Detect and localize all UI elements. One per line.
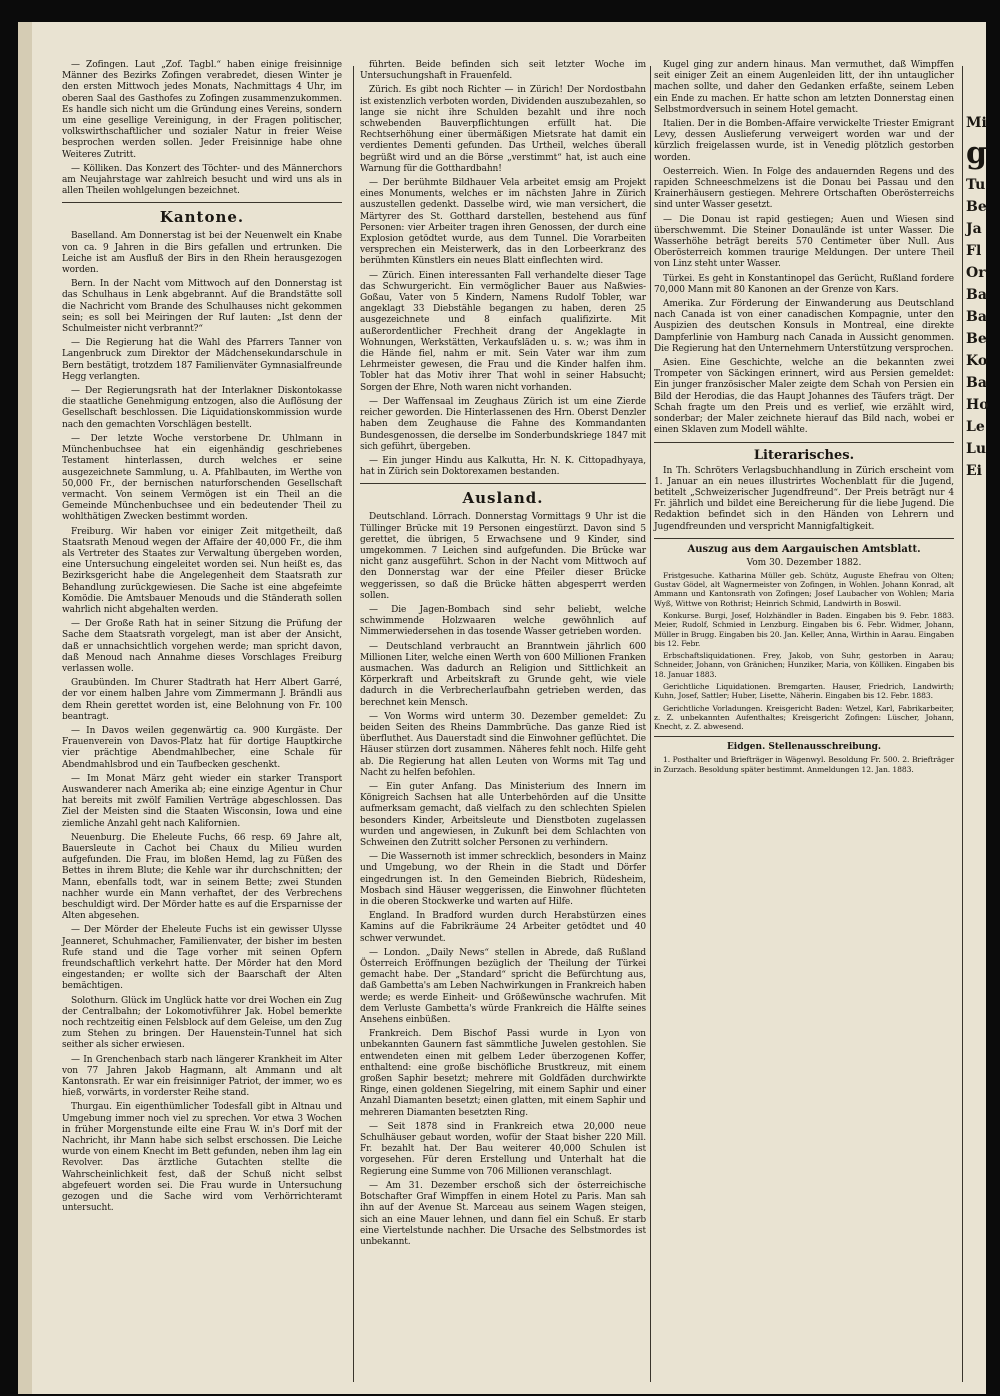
article-paragraph: Deutschland. Lörrach. Donnerstag Vormittags 9 Uhr ist die Tüllinger Brücke mit 19 Personen eingestürzt. Davon sind 5 gerettet, die übrigen, 5 Erwachsene und 9 Kinder, sind umgekommen. 7 Leichen sind aufgefunden. Die Brücke war nicht ganz ausgeführt. Schon in der Nacht vom Mittwoch auf den Donnerstag war der eine Pfeiler dieser Brücke weggerissen, so daß die Brücke hätten abgesperrt werden sollen. [360,512,646,601]
divider [654,442,954,443]
article-paragraph: — Kölliken. Das Konzert des Töchter- und des Männerchors am Neujahrstage war zahlreich besucht und wird uns als in allen Theilen wohlgelungen bezeichnet. [62,163,342,197]
section-heading-ausland: Ausland. [462,489,544,508]
article-paragraph: — In Grenchenbach starb nach längerer Krankheit im Alter von 77 Jahren Jakob Hagmann, alt Ammann und alt Kantonsrath. Er war ein freisinniger Patriot, der immer, wo es hieß, vorwärts, in vorderster Reihe stand. [62,1054,342,1099]
article-paragraph: — Der Große Rath hat in seiner Sitzung die Prüfung der Sache dem Staatsrath vorgelegt, man ist aber der Ansicht, daß er unnachsichtlich vorgehen werde; man spricht davon, daß Menoud nach Annahme dieses Vorschlages Freiburg verlassen wolle. [62,619,342,674]
article-paragraph: — Der letzte Woche verstorbene Dr. Uhlmann in Münchenbuchsee hat ein eigenhändig geschriebenes Testament hinterlassen, durch welches er seine ausgezeichnete Sammlung, u. A. Pfahlbauten, im Werthe von 50,000 Fr., der bernischen naturforschenden Gesellschaft vermacht. Von seinem Vermögen ist ein Theil an die Gemeinde Münchenbuchsee und ein bedeutender Theil zu wohlthätigen Zwecken bestimmt worden. [62,433,342,523]
newspaper-page [18,22,989,1394]
amtsblatt-title: Auszug aus dem Aargauischen Amtsblatt. [687,543,921,555]
amtsblatt-date: Vom 30. Dezember 1882. [746,557,862,568]
notice-paragraph: Fristgesuche. Katharina Müller geb. Schütz, Auguste Ehefrau von Olten; Gustav Gödel, alt Wagnermeister von Zofingen, in Wohlen. Johann Konrad, alt Ammann und Kantonsrath von Zofingen; Josef Laubacher von Wohlen; Maria Wyß, Wittwe von Rothrist; Heinrich Schmid, Landwirth in Boswil. [654,570,954,608]
column-one [62,60,342,1388]
article-paragraph: Frankreich. Dem Bischof Passi wurde in Lyon von unbekannten Gaunern fast sämmtliche Juwelen gestohlen. Sie entwendeten einen mit gelbem Leder überzogenen Koffer, enthaltend: eine große bischöfliche Brustkreuz, mit einem großen Saphir besetzt; mehrere mit Goldfäden durchwirkte Ringe, einen goldenen Siegelring, mit einem Saphir und einer Anzahl Diamanten besetzt; einen glatten, mit einem Saphir und mehreren Diamanten besetzten Ring. [360,1029,646,1118]
article-paragraph: Türkei. Es geht in Konstantinopel das Gerücht, Rußland fordere 70,000 Mann mit 80 Kanonen an der Grenze von Kars. [654,273,954,295]
fragment-text: Ba [966,375,987,391]
article-paragraph: — Seit 1878 sind in Frankreich etwa 20,000 neue Schulhäuser gebaut worden, wofür der Staat bisher 220 Mill. Fr. bezahlt hat. Der Bau weiterer 40,000 Schulen ist vorgesehen. Für deren Erstellung und Unterhalt hat die Regierung eine Summe von 706 Millionen veranschlagt. [360,1121,646,1177]
article-paragraph: Italien. Der in die Bomben-Affaire verwickelte Triester Emigrant Levy, dessen Auslieferung verweigert worden war und der kürzlich freigelassen wurde, ist in Venedig plötzlich gestorben worden. [654,119,954,163]
fragment-text: Ba [966,287,987,303]
notice-paragraph: Konkurse. Burgi, Josef, Holzhändler in Baden. Eingaben bis 9. Febr. 1883. Meier, Rudolf, Schmied in Lenzburg. Eingaben bis 6. Febr. Widmer, Johann, Müller in Brugg. Eingaben bis 20. Jan. Keller, Anna, Wirthin in Aarau. Eingaben bis 12. Febr. [654,610,954,648]
article-paragraph: Bern. In der Nacht vom Mittwoch auf den Donnerstag ist das Schulhaus in Lenk abgebrannt. Auf die Brandstätte soll die Nachricht vom Brande des Schulhauses nicht gekommen sein; es soll bei Meiringen der Ruf lauten: „Ist denn der Schulmeister nicht verbrannt?“ [62,279,342,335]
article-paragraph: England. In Bradford wurden durch Herabstürzen eines Kamins auf die Fabrikräume 24 Arbeiter getödtet und 40 schwer verwundet. [360,911,646,944]
fragment-text: Lu [966,441,987,457]
article-paragraph: — Der berühmte Bildhauer Vela arbeitet emsig am Projekt eines Monuments, welches er im nächsten Jahre in Zürich auszustellen gedenkt. Dasselbe wird, wie man versichert, die Märtyrer des St. Gotthard darstellen, bestehend aus fünf Personen: vier Arbeiter tragen ihren Genossen, der durch eine Explosion getödtet wurde, aus dem Tunnel. Die Vorarbeiten versprechen ein Meisterwerk, das in den Lorbeerkranz des berühmten Künstlers ein neues Blatt einflechten wird. [360,178,646,267]
article-paragraph: — Zofingen. Laut „Zof. Tagbl.“ haben einige freisinnige Männer des Bezirks Zofingen verabredet, diesen Winter je den ersten Mittwoch jedes Monats, Nachmittags 4 Uhr, im oberen Saal des Gasthofes zu Zofingen zusammenzukommen. Es handle sich nicht um die Gründung eines Vereins, sondern um eine gesellige Vereinigung, in der Fragen politischer, volkswirthschaftlicher und sozialer Natur in freier Weise besprochen werden sollen. Jeder Freisinnige habe ohne Weiteres Zutritt. [62,60,342,160]
article-paragraph: — Der Waffensaal im Zeughaus Zürich ist um eine Zierde reicher geworden. Die Hinterlassenen des Hrn. Oberst Denzler haben dem Zeughause die Fahne des Kommandanten Bundesgenossen, die derselbe im Sonderbundskriege 1847 mit sich geführt, übergeben. [360,396,646,452]
article-paragraph: Graubünden. Im Churer Stadtrath hat Herr Albert Garré, der vor einem halben Jahre vom Zimmermann J. Brändli aus dem Rhein gerettet worden ist, eine Belohnung von Fr. 100 beantragt. [62,678,342,722]
article-paragraph: Neuenburg. Die Eheleute Fuchs, 66 resp. 69 Jahre alt, Bauersleute in Cachot bei Chaux du Milieu wurden aufgefunden. Die Frau, im bloßen Hemd, lag zu Füßen des Bettes in ihrem Blute; die Kehle war ihr durchschnitten; der Mann, ebenfalls todt, war in seinem Bette; zwei Stunden nachher wurde ein Mann verhaftet, der des Verbrechens beschuldigt wird. Der Mörder hatte es auf die Ersparnisse der Alten abgesehen. [62,832,342,922]
article-paragraph: — In Davos weilen gegenwärtig ca. 900 Kurgäste. Der Frauenverein von Davos-Platz hat für dortige Hauptkirche vier prächtige Abendmahlbecher, eine Schale für Abendmahlsbrod und ein Taufbecken geschenkt. [62,725,342,770]
adjacent-page-fragment [966,112,989,1212]
article-paragraph: führten. Beide befinden sich seit letzter Woche im Untersuchungshaft in Frauenfeld. [360,60,646,82]
article-paragraph: In Th. Schröters Verlagsbuchhandlung in Zürich erscheint vom 1. Januar an ein neues illustrirtes Wochenblatt für die Jugend, betitelt „Schweizerischer Jugendfreund“. Der Preis beträgt nur 4 Fr. jährlich und bildet eine Bereicherung für die liebe Jugend. Die Redaktion befindet sich in den Händen von Lehrern und Jugendfreunden und verspricht Mannigfaltigkeit. [654,465,954,532]
fragment-text: Ja [966,221,982,237]
fragment-text: Le [966,419,985,435]
article-paragraph: — Am 31. Dezember erschoß sich der österreichische Botschafter Graf Wimpffen in einem Hotel zu Paris. Man sah ihn auf der Avenue St. Marceau aus seinem Wagen steigen, sich an eine Mauer lehnen, und dann fiel ein Schuß. Er starb eine Viertelstunde nachher. Die Ursache des Selbstmordes ist unbekannt. [360,1180,646,1247]
article-paragraph: Solothurn. Glück im Unglück hatte vor drei Wochen ein Zug der Centralbahn; der Lokomotivführer Jak. Hobel bemerkte noch rechtzeitig einen Felsblock auf dem Geleise, um den Zug zum Stehen zu bringen. Der Hauenstein-Tunnel hat sich seither als sicher erwiesen. [62,995,342,1051]
fragment-text: Ko [966,353,988,369]
fragment-text: Or [966,265,986,281]
fragment-text: Ba [966,309,987,325]
notice-paragraph: 1. Posthalter und Briefträger in Wägenwyl. Besoldung Fr. 500. 2. Briefträger in Zurzach. Besoldung später bestimmt. Anmeldungen 12. Jan. 1883. [654,755,954,774]
fragment-text: g [966,136,987,171]
fragment-text: Ei [966,463,982,479]
column-rule [353,66,354,1382]
article-paragraph: — Im Monat März geht wieder ein starker Transport Auswanderer nach Amerika ab; eine einzige Agentur in Chur hat bereits mit zwölf Familien Verträge abgeschlossen. Das Ziel der Meisten sind die Staaten Wisconsin, Iowa und eine ziemliche Anzahl geht nach Kalifornien. [62,773,342,829]
section-heading-kantone: Kantone. [159,208,245,227]
fragment-text: Tu [966,177,986,193]
fragment-text: Be [966,199,987,215]
notice-paragraph: Gerichtliche Liquidationen. Bremgarten. Hauser, Friedrich, Landwirth; Kuhn, Josef, Sattler; Huber, Lisette, Näherin. Eingaben bis 12. Febr. 1883. [654,681,954,701]
article-paragraph: Baselland. Am Donnerstag ist bei der Neuenwelt ein Knabe von ca. 9 Jahren in die Birs gefallen und ertrunken. Die Leiche ist am Ausfluß der Birs in den Rhein herausgezogen worden. [62,231,342,276]
fragment-text: Mi [966,115,987,131]
divider [360,483,646,484]
divider [654,736,954,737]
article-paragraph: — Die Donau ist rapid gestiegen; Auen und Wiesen sind überschwemmt. Die Steiner Donaulände ist unter Wasser. Die Wasserhöhe beträgt bereits 570 Centimeter über Null. Aus Oberösterreich kommen traurige Meldungen. Der untere Theil von Linz steht unter Wasser. [654,214,954,270]
section-heading-literarisches: Literarisches. [753,447,855,463]
divider [654,538,954,539]
article-paragraph: — Der Regierungsrath hat der Interlakner Diskontokasse die staatliche Genehmigung entzogen, also die Auflösung der Gesellschaft beschlossen. Die Liquidationskommission wurde nach den gemachten Vorschlägen bestellt. [62,386,342,430]
article-paragraph: — Ein junger Hindu aus Kalkutta, Hr. N. K. Cittopadhyaya, hat in Zürich sein Doktorexamen bestanden. [360,455,646,478]
article-paragraph: — Die Jagen-Bombach sind sehr beliebt, welche schwimmende Holzwaaren welche gewöhnlich auf Nimmerwiedersehen in das tosende Wasser getrieben worden. [360,604,646,638]
article-paragraph: — Die Regierung hat die Wahl des Pfarrers Tanner von Langenbruck zum Direktor der Mädchensekundarschule in Bern bestätigt, trotzdem 187 Familienväter Gymnasialfreunde Hegg verlangten. [62,338,342,382]
column-three [654,60,954,1388]
notice-paragraph: Erbschaftsliquidationen. Frey, Jakob, von Suhr, gestorben in Aarau; Schneider, Johann, von Gränichen; Hunziker, Maria, von Kölliken. Eingaben bis 18. Januar 1883. [654,651,954,679]
article-paragraph: — Deutschland verbraucht an Branntwein jährlich 600 Millionen Liter, welche einen Werth von 600 Millionen Franken ausmachen. Was dadurch an Religion und Sittlichkeit an Körperkraft und Arbeitskraft zu Grunde geht, wie viele dadurch in die Verbrecherlaufbahn getrieben werden, das berechnet kein Mensch. [360,641,646,708]
article-paragraph: Asien. Eine Geschichte, welche an die bekannten zwei Trompeter von Säckingen erinnert, wird aus Persien gemeldet: Ein junger französischer Maler zeigte dem Schah von Persien ein Bild der Herodias, die das Haupt Johannes des Täufers trägt. Der Schah fragte um den Preis und es verlief, wie erzählt wird, sonderbar; der Maler zeichnete hierauf das Bild nach, wobei er einen Sklaven zum Modell wählte. [654,358,954,436]
column-two [360,60,646,1388]
article-paragraph: — Zürich. Einen interessanten Fall verhandelte dieser Tage das Schwurgericht. Ein vermöglicher Bauer aus Naßwies-Goßau, Vater von 5 Kindern, Namens Rudolf Tobler, war angeklagt 33 Diebstähle begangen zu haben, deren 25 ausgezeichnete und 8 einfach qualifizirte. Mit außerordentlicher Frechheit drang der Angeklagte in Wohnungen, Werkstätten, Verkaufsläden u. s. w.; was ihm in die Hände fiel, nahm er mit. Sein Vater war ihm zum Lehrmeister gewesen, die Frau und die Kinder halfen ihm. Tobler hat das Motiv ihrer That wohl in seiner Habsucht; Sorgen der Ehre, Noth waren nicht vorhanden. [360,270,646,393]
article-paragraph: Freiburg. Wir haben vor einiger Zeit mitgetheilt, daß Staatsrath Menoud wegen der Affaire der 40,000 Fr., die ihm als Vertreter des Staates zur Verwaltung übergeben worden, eine Untersuchung eingeleitet worden sei. Nun heißt es, das Bezirksgericht habe die Angelegenheit dem Staatsrath zur Behandlung zurückgewiesen. Die Sache ist eine abgefeimte Komödie. Die Amtsbauer Menouds und die Ständerath sollen wahrlich nicht abgehalten werden. [62,526,342,615]
column-rule [962,66,963,1382]
article-paragraph: Oesterreich. Wien. In Folge des andauernden Regens und des rapiden Schneeschmelzens ist die Donau bei Passau und den Krainerhäusern gestiegen. Mehrere Ortschaften Oberösterreichs sind unter Wasser gesetzt. [654,166,954,211]
stellen-title: Eidgen. Stellenausschreibung. [726,742,882,753]
article-paragraph: — Von Worms wird unterm 30. Dezember gemeldet: Zu beiden Seiten des Rheins Dammbrüche. Das ganze Ried ist überfluthet. Aus Dauerstadt sind die Einwohner geflüchtet. Die Häuser stürzen dort zusammen. Näheres fehlt noch. Hilfe geht ab. Die Regierung hat allen Leuten von Worms mit Tag und Nacht zu helfen befohlen. [360,711,646,778]
notice-paragraph: Gerichtliche Vorladungen. Kreisgericht Baden: Wetzel, Karl, Fabrikarbeiter, z. Z. unbekannten Aufenthaltes; Kreisgericht Zofingen: Lüscher, Johann, Knecht, z. Z. abwesend. [654,703,954,732]
article-paragraph: — Die Wassernoth ist immer schrecklich, besonders in Mainz und Umgebung, wo der Rhein in die Stadt und Dörfer eingedrungen ist. In den Gemeinden Biebrich, Rüdesheim, Mosbach sind Häuser weggerissen, die Einwohner flüchteten in die oberen Stockwerke und warten auf Hilfe. [360,852,646,908]
article-paragraph: — Der Mörder der Eheleute Fuchs ist ein gewisser Ulysse Jeanneret, Schuhmacher, Familienvater, der bisher im besten Rufe stand und die Tage vorher mit seinen Opfern freundschaftlich verkehrt hatte. Der Mörder hat den Mord eingestanden; er wollte sich der Baarschaft der Alten bemächtigen. [62,925,342,992]
fragment-text: Fl [966,243,982,259]
article-paragraph: Kugel ging zur andern hinaus. Man vermuthet, daß Wimpffen seit einiger Zeit an einem Augenleiden litt, der ihn untauglicher machen sollte, und daher den Gedanken erfaßte, seinem Leben ein Ende zu machen. Er hatte schon am letzten Donnerstag einen Selbstmordversuch in seinem Hotel gemacht. [654,60,954,115]
column-rule [650,66,651,1382]
article-paragraph: — Ein guter Anfang. Das Ministerium des Innern im Königreich Sachsen hat alle Unterbehörden auf die Unsitte aufmerksam gemacht, daß vielfach zu den schlechten Spielen besonders Kinder, Arbeitsleute und Dienstboten zugelassen wurden und angewiesen, in Zukunft bei dem Schlachten von Schweinen den Zutritt solcher Personen zu verhindern. [360,781,646,848]
article-paragraph: Amerika. Zur Förderung der Einwanderung aus Deutschland nach Canada ist von einer canadischen Kompagnie, unter den Auspizien des deutschen Konsuls in Montreal, eine direkte Dampferlinie von Hamburg nach Canada in Aussicht genommen. Die Regierung hat den Unternehmern Unterstützung versprochen. [654,299,954,354]
article-paragraph: Thurgau. Ein eigenthümlicher Todesfall gibt in Altnau und Umgebung immer noch viel zu sprechen. Vor etwa 3 Wochen in früher Morgenstunde eilte eine Frau W. in's Dorf mit der Nachricht, ihr Mann habe sich selbst erschossen. Die Leiche wurde von einem Knecht im Bett gefunden, neben ihm lag ein Revolver. Das ärztliche Gutachten stellte die Wahrscheinlichkeit fest, daß der Schuß nicht selbst abgefeuert worden sei. Die Frau wurde in Untersuchung gezogen und die Sache wird vom Verhörrichteramt untersucht. [62,1102,342,1214]
fragment-text: Be [966,331,987,347]
article-paragraph: — London. „Daily News“ stellen in Abrede, daß Rußland Österreich Eröffnungen bezüglich der Theilung der Türkei gemacht habe. Der „Standard“ spricht die Befürchtung aus, daß Gambetta's am Leben Nachwirkungen in Frankreich haben werde; es werde Einheit- und Größewünsche wachrufen. Mit dem Verluste Gambetta's würde Frankreich die Hälfte seines Ansehens einbüßen. [360,947,646,1026]
article-paragraph: Zürich. Es gibt noch Richter — in Zürich! Der Nordostbahn ist existenzlich verboten worden, Dividenden auszubezahlen, so lange sie nicht ihre Schulden bezahlt und ihre noch schwebenden Bauverpflichtungen erfüllt hat. Die Rechtserhöhung einer übermäßigen Mietsrate hat damit ein verdientes Dementi gefunden. Das Urtheil, welches überall begrüßt wird und an die Börse „verstimmt“ hat, ist auch eine Warnung für die Gotthardbahn! [360,85,646,174]
divider [62,202,342,203]
fragment-text: Ho [966,397,989,413]
binding-strip [18,22,32,1394]
